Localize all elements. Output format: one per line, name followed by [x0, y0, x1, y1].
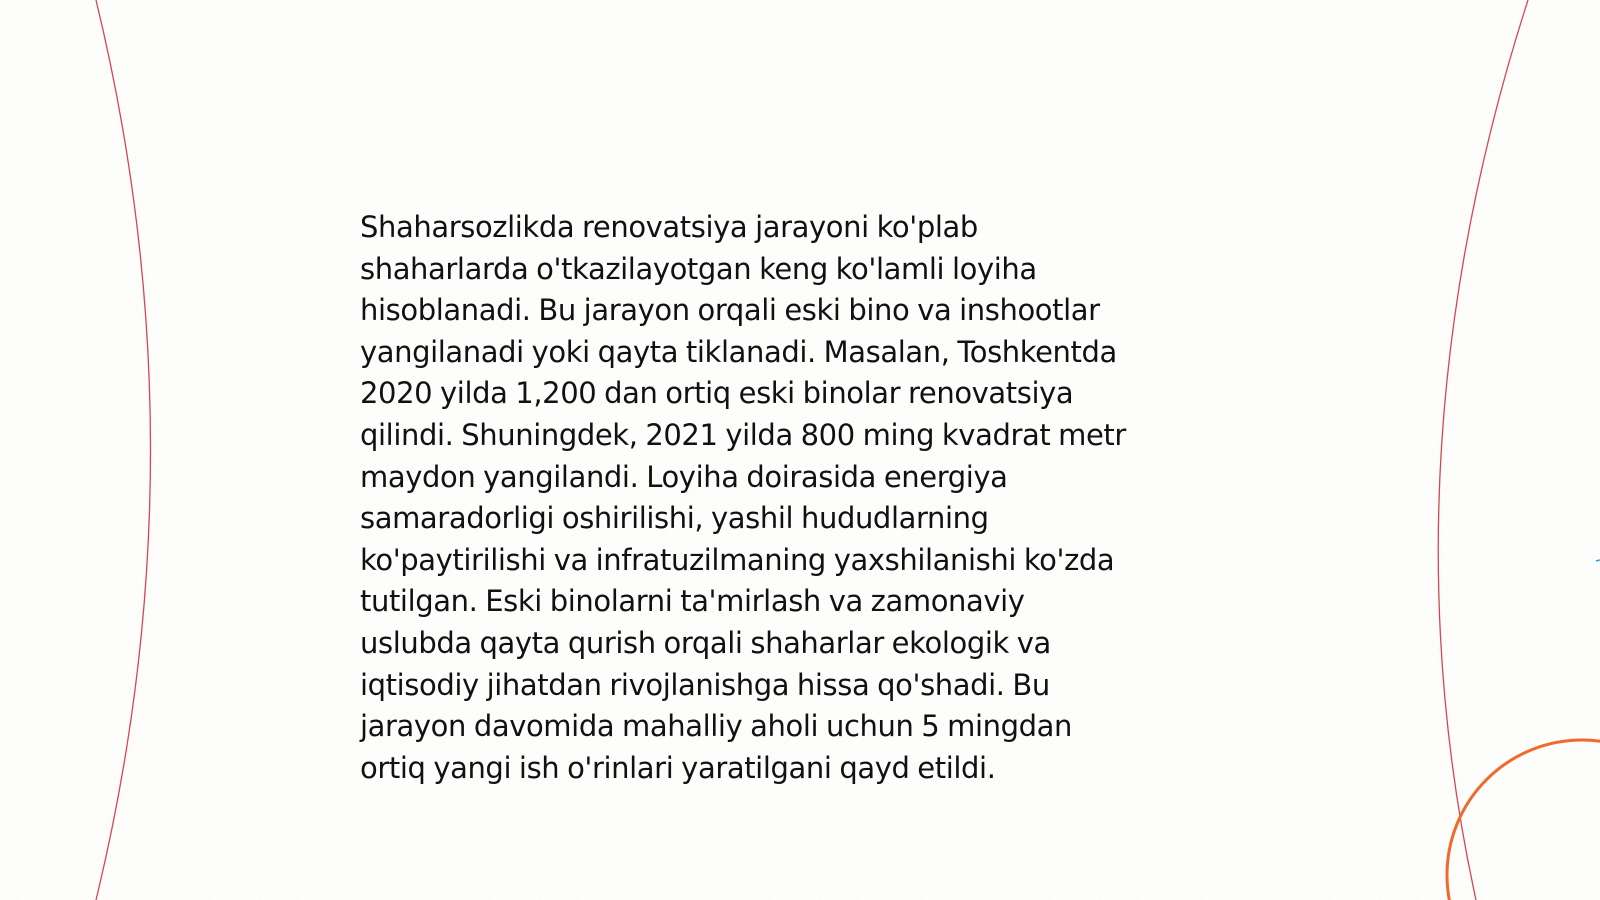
blue-accent-mark [1596, 560, 1600, 561]
paragraph-line: ko'paytirilishi va infratuzilmaning yaxshilanishi ko'zda [360, 542, 1115, 577]
paragraph-line: tutilgan. Eski binolarni ta'mirlash va zamonaviy [360, 584, 1025, 619]
paragraph-line: shaharlarda o'tkazilayotgan keng ko'lamli loyiha [360, 251, 1037, 286]
paragraph-line: 2020 yilda 1,200 dan ortiq eski binolar renovatsiya [360, 376, 1074, 411]
paragraph-line: ortiq yangi ish o'rinlari yaratilgani qayd etildi. [360, 750, 996, 785]
paragraph-line: maydon yangilandi. Loyiha doirasida energiya [360, 459, 1008, 494]
paragraph-line: hisoblanadi. Bu jarayon orqali eski bino va inshootlar [360, 293, 1100, 328]
paragraph-line: uslubda qayta qurish orqali shaharlar ekologik va [360, 625, 1051, 660]
paragraph-line: qilindi. Shuningdek, 2021 yilda 800 ming kvadrat metr [360, 417, 1126, 452]
paragraph-line: samaradorligi oshirilishi, yashil hududlarning [360, 501, 989, 536]
paragraph-line: Shaharsozlikda renovatsiya jarayoni ko'plab [360, 210, 978, 244]
orange-circle-outline [1447, 740, 1600, 900]
paragraph-line: jarayon davomida mahalliy aholi uchun 5 mingdan [360, 709, 1072, 744]
paragraph-line: iqtisodiy jihatdan rivojlanishga hissa qo'shadi. Bu [360, 667, 1050, 702]
left-curve-line [96, 0, 151, 900]
right-curve-line [1438, 0, 1528, 900]
paragraph-line: yangilanadi yoki qayta tiklanadi. Masalan, Toshkentda [360, 334, 1117, 369]
body-paragraph [360, 207, 1260, 789]
